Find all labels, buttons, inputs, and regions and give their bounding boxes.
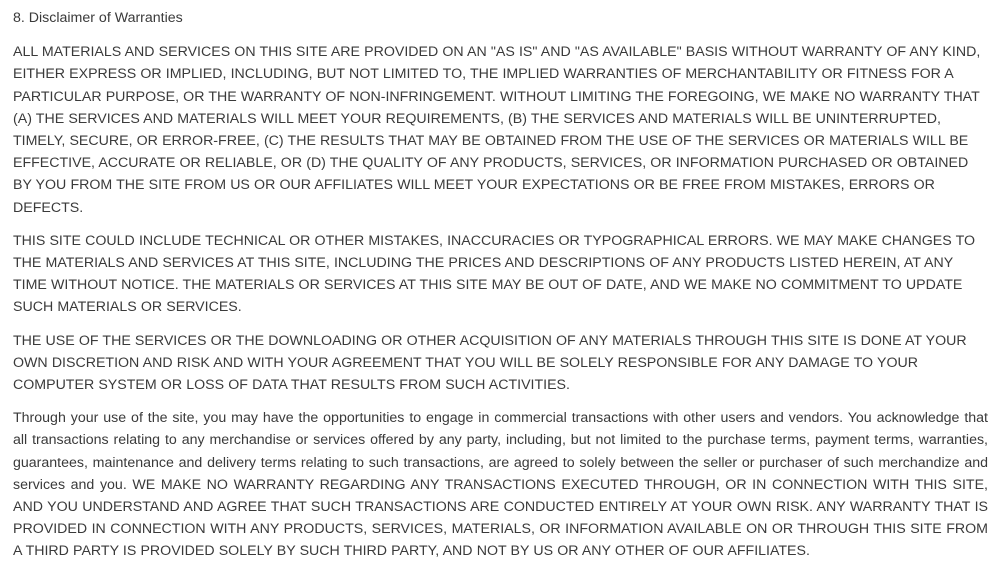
warranty-paragraph-transactions: Through your use of the site, you may have the opportunities to engage in commercial transactions with other users and vendors. You acknowledge that all transactions relating to any merchandise or services offered by any party, including, but not limited to the purchase terms, payment terms, warranties, guarantees, maintenance and delivery terms relating to such transactions, are agreed to solely between the seller or purchaser of such merchandize and services and you. WE MAKE NO WARRANTY REGARDING ANY TRANSACTIONS EXECUTED THROUGH, OR IN CONNECTION WITH THIS SITE, AND YOU UNDERSTAND AND AGREE THAT SUCH TRANSACTIONS ARE CONDUCTED ENTIRELY AT YOUR OWN RISK. ANY WARRANTY THAT IS PROVIDED IN CONNECTION WITH ANY PRODUCTS, SERVICES, MATERIALS, OR INFORMATION AVAILABLE ON OR THROUGH THIS SITE FROM A THIRD PARTY IS PROVIDED SOLELY BY SUCH THIRD PARTY, AND NOT BY US OR ANY OTHER OF OUR AFFILIATES. — [13, 410, 988, 560]
warranty-paragraph-downloading: THE USE OF THE SERVICES OR THE DOWNLOADING OR OTHER ACQUISITION OF ANY MATERIALS THROUGH THIS SITE IS DONE AT YOUR OWN DISCRETION AND RISK AND WITH YOUR AGREEMENT THAT YOU WILL BE SOLELY RESPONSIBLE FOR ANY DAMAGE TO YOUR COMPUTER SYSTEM OR LOSS OF DATA THAT RESULTS FROM SUCH ACTIVITIES. — [13, 332, 967, 394]
warranty-paragraph-as-is: ALL MATERIALS AND SERVICES ON THIS SITE ARE PROVIDED ON AN "AS IS" AND "AS AVAILABLE" BASIS WITHOUT WARRANTY OF ANY KIND, EITHER EXPRESS OR IMPLIED, INCLUDING, BUT NOT LIMITED TO, THE IMPLIED WARRANTIES OF MERCHANTABILITY OR FITNESS FOR A PARTICULAR PURPOSE, OR THE WARRANTY OF NON-INFRINGEMENT. WITHOUT LIMITING THE FOREGOING, WE MAKE NO WARRANTY THAT (A) THE SERVICES AND MATERIALS WILL MEET YOUR REQUIREMENTS, (B) THE SERVICES AND MATERIALS WILL BE UNINTERRUPTED, TIMELY, SECURE, OR ERROR-FREE, (C) THE RESULTS THAT MAY BE OBTAINED FROM THE USE OF THE SERVICES OR MATERIALS WILL BE EFFECTIVE, ACCURATE OR RELIABLE, OR (D) THE QUALITY OF ANY PRODUCTS, SERVICES, OR INFORMATION PURCHASED OR OBTAINED BY YOU FROM THE SITE FROM US OR OUR AFFILIATES WILL MEET YOUR EXPECTATIONS OR BE FREE FROM MISTAKES, ERRORS OR DEFECTS. — [13, 44, 981, 216]
warranty-paragraph-mistakes: THIS SITE COULD INCLUDE TECHNICAL OR OTHER MISTAKES, INACCURACIES OR TYPOGRAPHICAL ERRORS. WE MAY MAKE CHANGES TO THE MATERIALS AND SERVICES AT THIS SITE, INCLUDING THE PRICES AND DESCRIPTIONS OF ANY PRODUCTS LISTED HEREIN, AT ANY TIME WITHOUT NOTICE. THE MATERIALS OR SERVICES AT THIS SITE MAY BE OUT OF DATE, AND WE MAKE NO COMMITMENT TO UPDATE SUCH MATERIALS OR SERVICES. — [13, 232, 976, 316]
section-heading: 8. Disclaimer of Warranties — [13, 10, 183, 26]
